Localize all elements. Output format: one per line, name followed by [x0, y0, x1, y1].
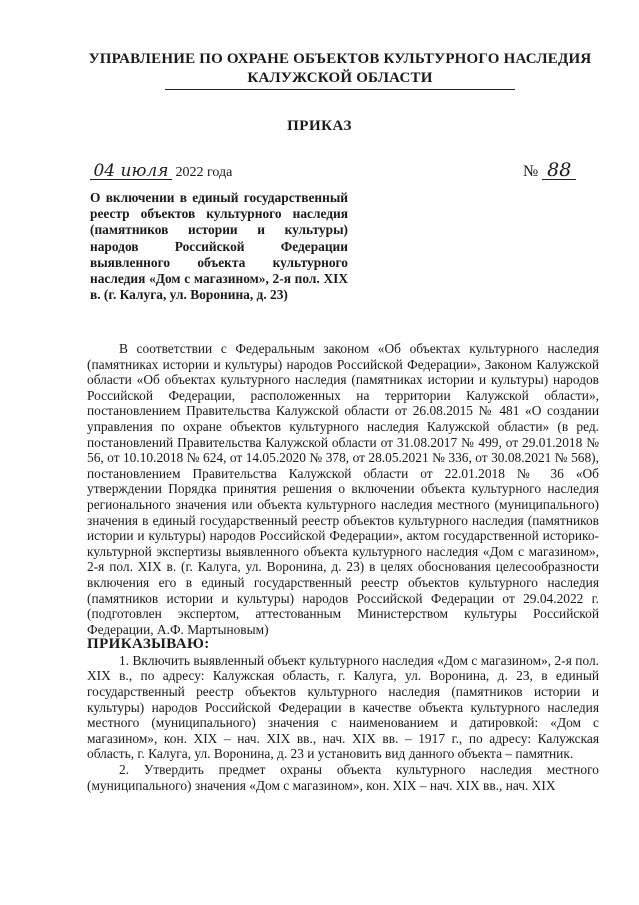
order-date: [90, 163, 232, 181]
prikazyvayu-heading: [87, 637, 599, 653]
item-2-paragraph: 2. Утвердить предмет охраны объекта культурного наследия местного (муниципального) значения «Дом с магазином», кон. XIX – нач. XIX вв., нач. XIX: [87, 762, 599, 793]
agency-header: [60, 50, 620, 90]
item-1-paragraph: 1. Включить выявленный объект культурного наследия «Дом с магазином», 2-я пол. XIX в., по адресу: Калужская область, г. Калуга, ул. Воронина, д. 23, в единый государственный реестр объектов культурного наследия (памятников истории и культуры) народов Российской Федерации в качестве объекта культурного наследия местного (муниципального) значения с наименованием и датировкой: «Дом с магазином», кон. XIX – нач. XIX вв., нач. XIX вв. – 1917 г., по адресу: Калужская область, г. Калуга, ул. Воронина, д. 23 и установить вид данного объекта – памятник.: [87, 652, 599, 762]
order-number: [523, 161, 576, 181]
handwritten-date: 04 июля: [90, 163, 172, 180]
agency-name-line1: УПРАВЛЕНИЕ ПО ОХРАНЕ ОБЪЕКТОВ КУЛЬТУРНОГО НАСЛЕДИЯ: [88, 51, 592, 67]
date-year: 2022 года: [175, 165, 233, 180]
handwritten-number: 88: [542, 161, 576, 180]
prikazyvayu-word: ПРИКАЗЫВАЮ: [87, 636, 205, 653]
prikazyvayu-colon: :: [204, 636, 210, 653]
order-body: [87, 341, 599, 793]
order-subject: О включении в единый государственный реестр объектов культурного наследия (памятников истории и культуры) народов Российской Федерации выявленного объекта культурного наследия «Дом с магазином», 2-я пол. XIX в. (г. Калуга, ул. Воронина, д. 23): [90, 190, 348, 303]
order-title: ПРИКАЗ: [287, 118, 352, 134]
preamble-paragraph: В соответствии с Федеральным законом «Об объектах культурного наследия (памятниках истории и культуры) народов Российской Федерации», Законом Калужской области «Об объектах культурного наследия (памятниках истории и культуры) народов Российской Федерации, расположенных на территории Калужской области», постановлением Правительства Калужской области от 26.08.2015 № 481 «О создании управления по охране объектов культурного наследия Калужской области» (в ред. постановлений Правительства Калужской области от 31.08.2017 № 499, от 29.01.2018 № 56, от 10.10.2018 № 624, от 14.05.2020 № 378, от 28.05.2021 № 336, от 30.08.2021 № 568), постановлением Правительства Калужской области от 22.01.2018 № 36 «Об утверждении Порядка принятия решения о включении объекта культурного наследия регионального значения или объекта культурного наследия местного (муниципального) значения в единый государственный реестр объектов культурного наследия (памятников истории и культуры) народов Российской Федерации», актом государственной историко-культурной экспертизы выявленного объекта культурного наследия «Дом с магазином», 2-я пол. XIX в. (г. Калуга, ул. Воронина, д. 23) в целях обоснования целесообразности включения его в единый государственный реестр объектов культурного наследия (памятников истории и культуры) народов Российской Федерации от 29.04.2022 г. (подготовлен экспертом, аттестованным Министерством культуры Российской Федерации, А.Ф. Мартыновым): [87, 341, 599, 637]
agency-name-line2: КАЛУЖСКОЙ ОБЛАСТИ: [165, 69, 515, 90]
number-sign: №: [523, 163, 539, 180]
